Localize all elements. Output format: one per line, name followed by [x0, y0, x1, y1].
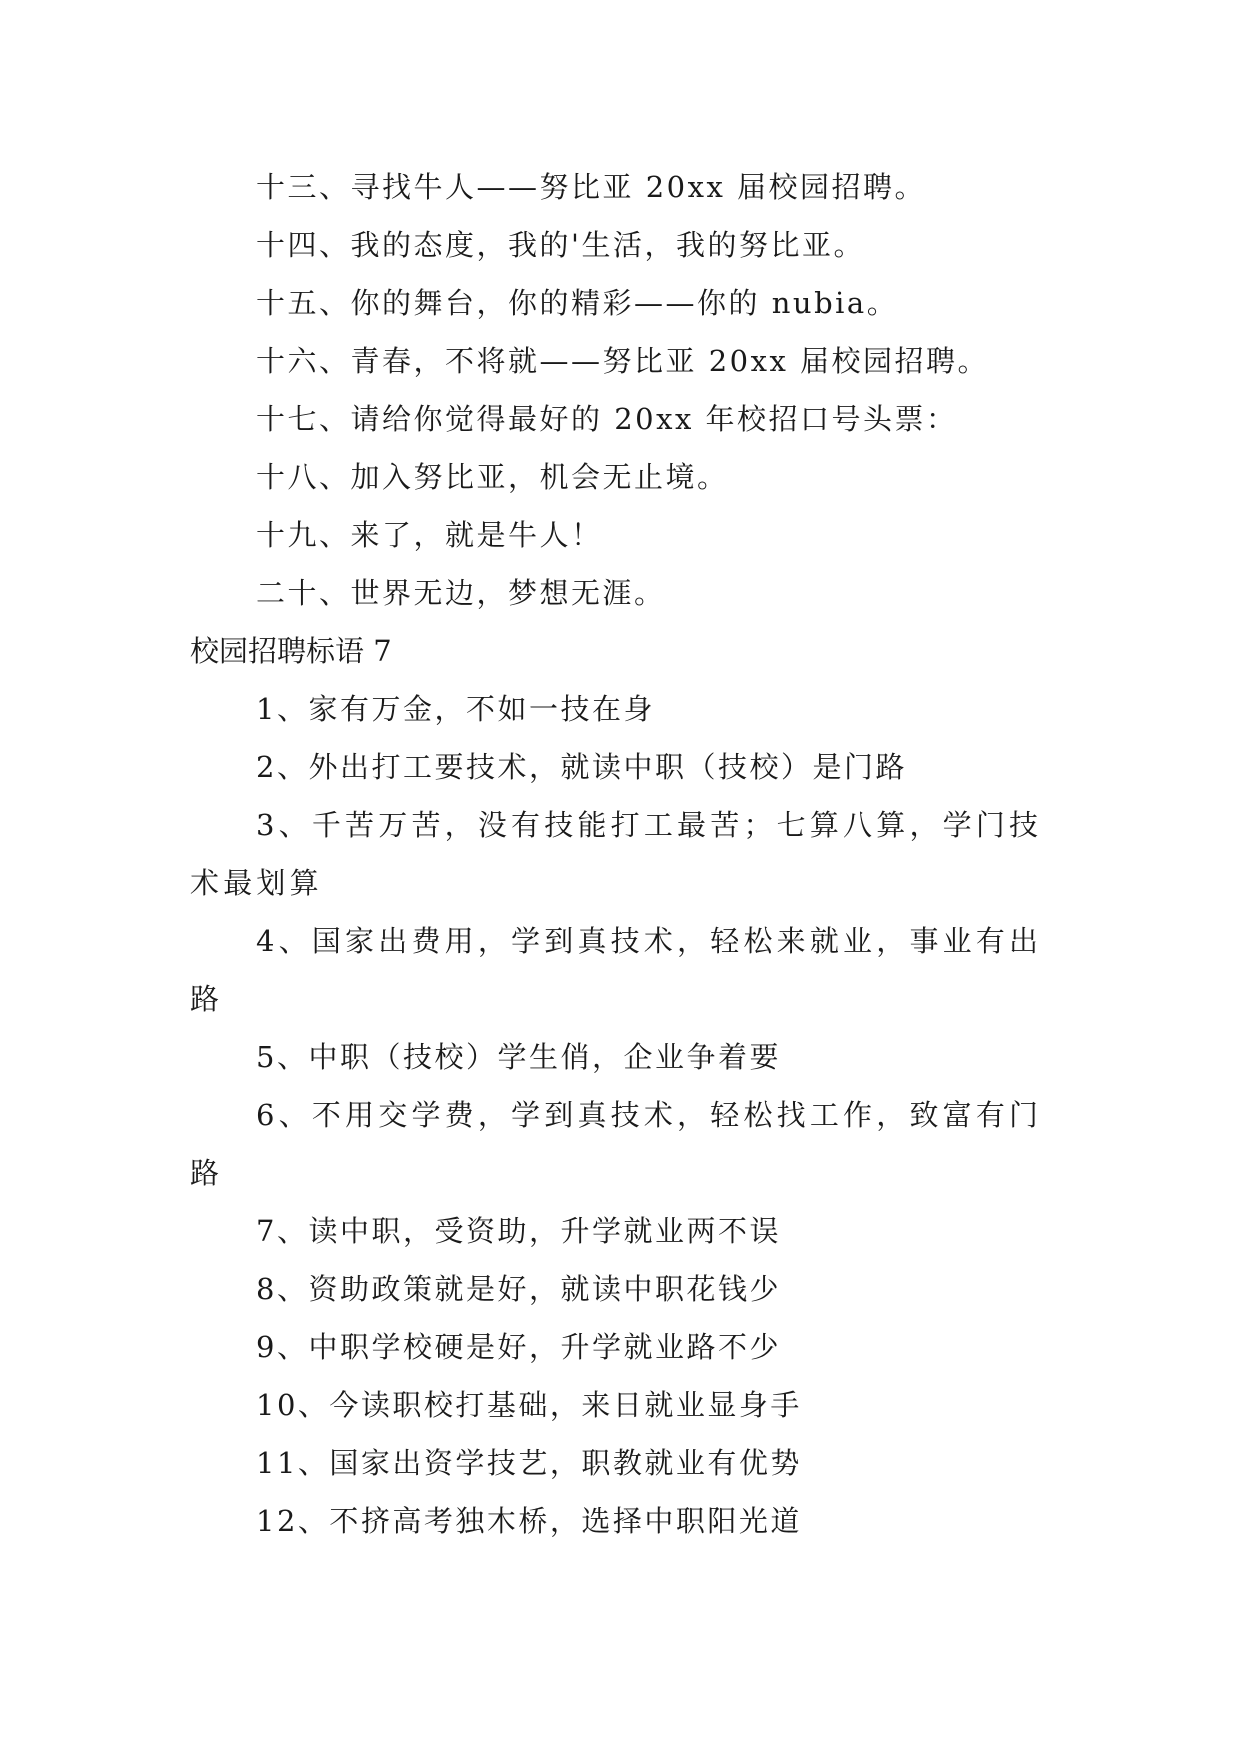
slogan-item: 7、读中职，受资助，升学就业两不误: [256, 1214, 781, 1248]
slogan-item: 3、千苦万苦，没有技能打工最苦；七算八算，学门技术最划算: [190, 808, 1043, 900]
slogan-item: 11、国家出资学技艺，职教就业有优势: [256, 1446, 802, 1480]
slogan-item: 6、不用交学费，学到真技术，轻松找工作，致富有门路: [190, 1098, 1043, 1190]
slogan-item: 4、国家出费用，学到真技术，轻松来就业，事业有出路: [190, 924, 1043, 1016]
list-item: 十九、来了，就是牛人！: [256, 518, 603, 552]
list-item: 十四、我的态度，我的'生活，我的努比亚。: [256, 228, 865, 262]
list-item: 十三、寻找牛人——努比亚 20xx 届校园招聘。: [256, 170, 927, 204]
document-body: [190, 158, 1060, 1550]
slogan-item: 5、中职（技校）学生俏，企业争着要: [256, 1040, 781, 1074]
list-item: 十六、青春，不将就——努比亚 20xx 届校园招聘。: [256, 344, 990, 378]
list-item: 十七、请给你觉得最好的 20xx 年校招口号头票：: [256, 402, 958, 436]
slogan-item: 12、不挤高考独木桥，选择中职阳光道: [256, 1504, 802, 1538]
slogan-item: 10、今读职校打基础，来日就业显身手: [256, 1388, 802, 1422]
list-item: 十八、加入努比亚，机会无止境。: [256, 460, 729, 494]
slogan-item: 1、家有万金，不如一技在身: [256, 692, 655, 726]
slogan-item: 8、资助政策就是好，就读中职花钱少: [256, 1272, 781, 1306]
slogan-item: 9、中职学校硬是好，升学就业路不少: [256, 1330, 781, 1364]
section-heading: 校园招聘标语 7: [190, 634, 392, 668]
list-item: 十五、你的舞台，你的精彩——你的 nubia。: [256, 286, 899, 320]
list-item: 二十、世界无边，梦想无涯。: [256, 576, 666, 610]
slogan-item: 2、外出打工要技术，就读中职（技校）是门路: [256, 750, 907, 784]
